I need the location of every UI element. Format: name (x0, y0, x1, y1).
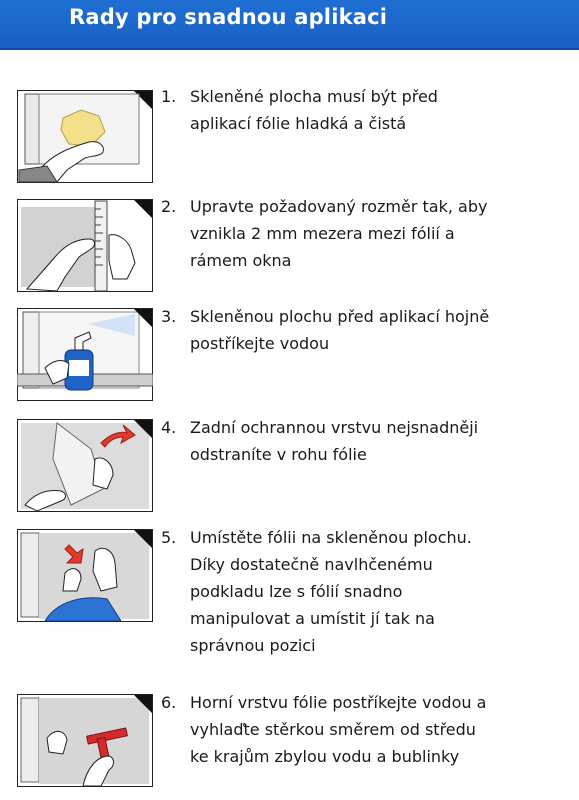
step-text-line: Upravte požadovaný rozměr tak, aby (190, 197, 488, 216)
step-text-line: Skleněnou plochu před aplikací hojně (190, 307, 490, 326)
step-text-line: Zadní ochrannou vrstvu nejsnadněji (190, 418, 479, 437)
step-number: 6. (161, 693, 177, 712)
step-text-line: odstraníte v rohu fólie (190, 445, 367, 464)
step-text-line: postříkejte vodou (190, 334, 330, 353)
step-number: 4. (161, 418, 177, 437)
placing-film-illustration (17, 529, 153, 622)
measuring-film-illustration (17, 199, 153, 292)
wiping-glass-illustration (17, 90, 153, 183)
step-text (190, 193, 570, 274)
step-text (190, 303, 570, 357)
step-text-line: Díky dostatečně navlhčenému (190, 555, 433, 574)
header-rule (0, 48, 579, 50)
spray-bottle-illustration (17, 308, 153, 401)
step-text-line: Horní vrstvu fólie postříkejte vodou a (190, 693, 487, 712)
step-text-line: správnou pozici (190, 636, 316, 655)
header-banner (0, 0, 579, 50)
step-text (190, 414, 570, 468)
step-text (190, 83, 570, 137)
step-text-line: vznikla 2 mm mezera mezi fólií a (190, 224, 455, 243)
step-text-line: podkladu lze s fólií snadno (190, 582, 403, 601)
step-text (190, 524, 570, 659)
step-text-line: vyhlaďte stěrkou směrem od středu (190, 720, 476, 739)
peeling-backing-illustration (17, 419, 153, 512)
page-title: Rady pro snadnou aplikaci (69, 5, 388, 29)
step-text-line: aplikací fólie hladká a čistá (190, 114, 407, 133)
step-number: 5. (161, 528, 177, 547)
step-text-line: ke krajům zbylou vodu a bublinky (190, 747, 460, 766)
step-number: 1. (161, 87, 177, 106)
step-number: 2. (161, 197, 177, 216)
step-text-line: rámem okna (190, 251, 292, 270)
step-text-line: Umístěte fólii na skleněnou plochu. (190, 528, 472, 547)
step-text (190, 689, 570, 770)
squeegee-illustration (17, 694, 153, 787)
step-text-line: manipulovat a umístit jí tak na (190, 609, 435, 628)
step-number: 3. (161, 307, 177, 326)
step-text-line: Skleněné plocha musí být před (190, 87, 438, 106)
